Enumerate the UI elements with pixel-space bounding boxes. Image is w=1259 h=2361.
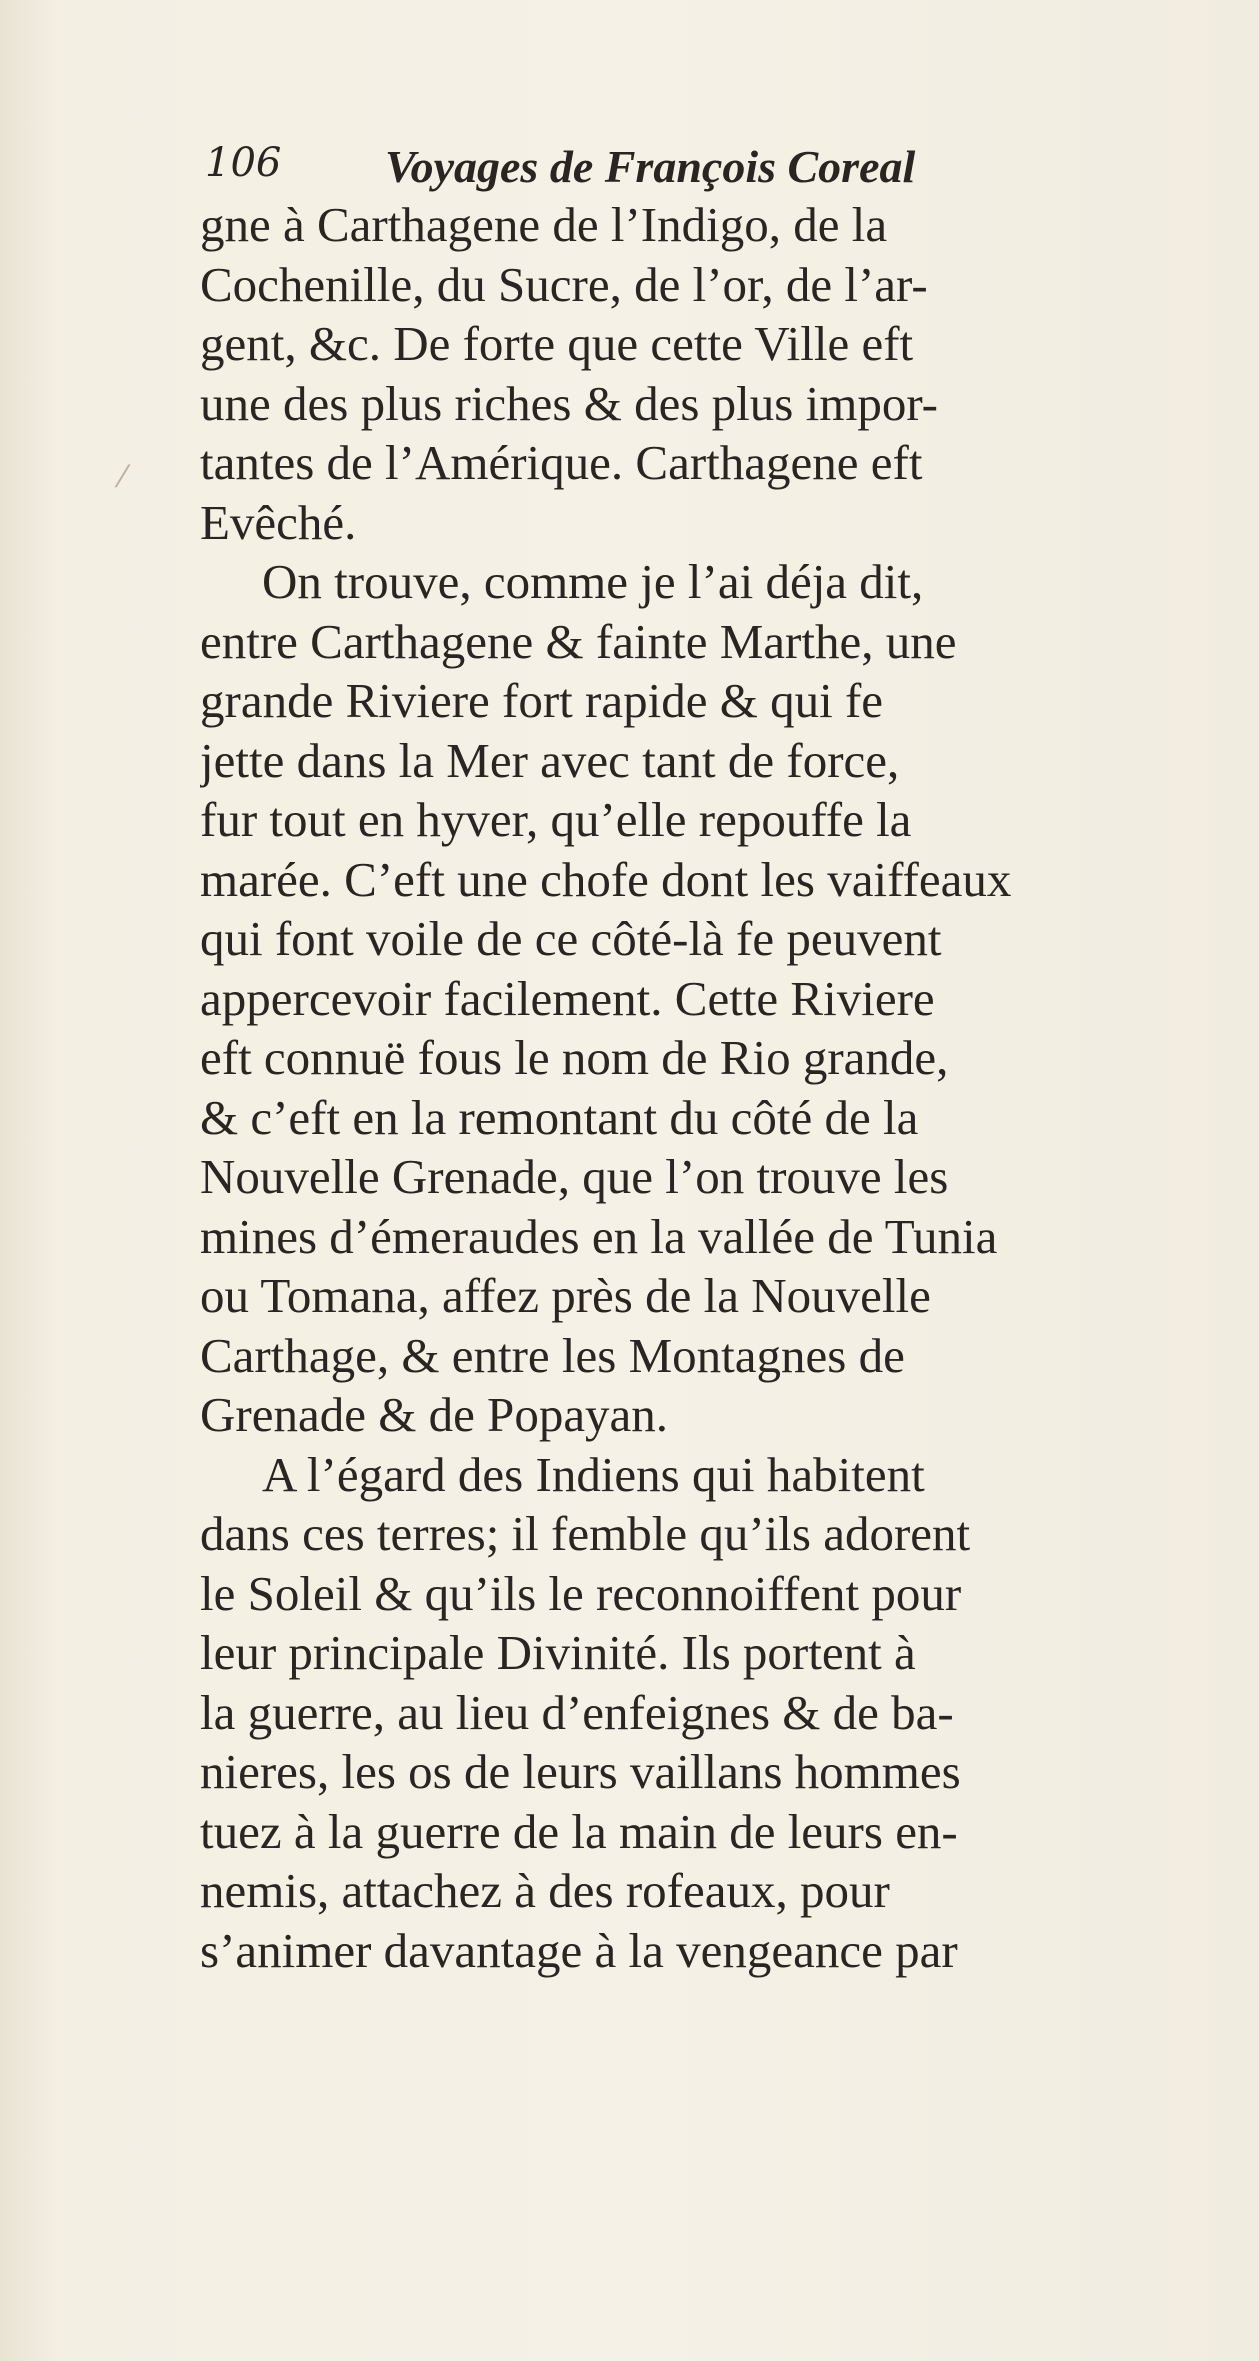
text-line: ou Tomana, affez près de la Nouvelle (200, 1268, 931, 1323)
text-line: entre Carthagene & fainte Marthe, une (200, 613, 957, 669)
text-line: Carthage, & entre les Montagnes de (200, 1327, 905, 1383)
text-line: le Soleil & qu’ils le reconnoiffent pour (200, 1565, 962, 1621)
page-number: 106 (205, 140, 282, 186)
text-line: gent, &c. De forte que cette Ville eft (200, 316, 914, 371)
text-line: mines d’émeraudes en la vallée de Tunia (200, 1208, 998, 1264)
paragraph-start-line: On trouve, comme je l’ai déja dit, (262, 554, 924, 609)
text-line: dans ces terres; il femble qu’ils adorent (200, 1506, 971, 1561)
text-line: tuez à la guerre de la main de leurs en- (200, 1803, 958, 1859)
text-line: gne à Carthagene de l’Indigo, de la (200, 197, 888, 252)
text-line: Nouvelle Grenade, que l’on trouve les (200, 1149, 949, 1204)
text-line: qui font voile de ce côté-là fe peuvent (200, 911, 942, 966)
page-header (205, 140, 1165, 200)
text-line: Grenade & de Popayan. (200, 1387, 669, 1442)
text-line: nemis, attachez à des rofeaux, pour (200, 1863, 890, 1918)
margin-mark: ⁄ (120, 460, 126, 495)
text-line: marée. C’eft une chofe dont les vaiffeaux (200, 851, 1012, 907)
text-line: jette dans la Mer avec tant de force, (200, 732, 900, 788)
text-line: appercevoir facilement. Cette Riviere (200, 970, 935, 1026)
text-line: grande Riviere fort rapide & qui fe (200, 673, 884, 728)
body-text (200, 195, 1180, 1980)
text-line: s’animer davantage à la vengeance par (200, 1922, 958, 1978)
text-line: & c’eft en la remontant du côté de la (200, 1089, 919, 1145)
running-title: Voyages de François Coreal (385, 141, 916, 192)
text-line: Evêché. (200, 494, 357, 550)
paragraph-start-line: A l’égard des Indiens qui habitent (262, 1446, 925, 1502)
text-line: nieres, les os de leurs vaillans hommes (200, 1744, 961, 1799)
text-line: une des plus riches & des plus impor- (200, 375, 938, 431)
text-line: Cochenille, du Sucre, de l’or, de l’ar- (200, 256, 928, 312)
text-line: tantes de l’Amérique. Carthagene eft (200, 435, 923, 490)
text-line: leur principale Divinité. Ils portent à (200, 1625, 916, 1680)
text-line: la guerre, au lieu d’enfeignes & de ba- (200, 1684, 954, 1740)
text-line: fur tout en hyver, qu’elle repouffe la (200, 792, 912, 847)
text-line: eft connuë fous le nom de Rio grande, (200, 1030, 949, 1085)
